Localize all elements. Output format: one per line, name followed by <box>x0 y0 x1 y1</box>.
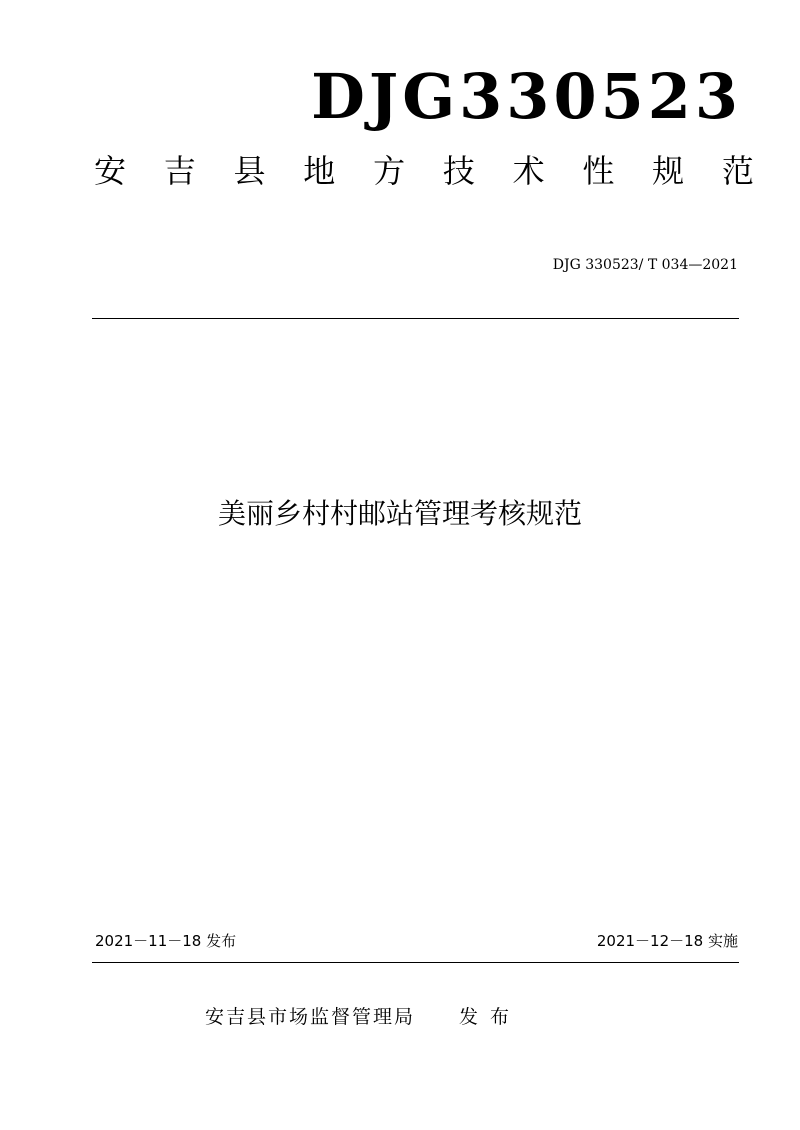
issuer-line <box>205 1008 521 1027</box>
issuing-authority: 安吉县市场监督管理局 <box>205 1006 416 1028</box>
spec-type-char: 技 <box>442 152 475 190</box>
top-divider <box>92 318 739 319</box>
standard-code-header: DJG330523 <box>311 60 742 133</box>
implementation-date: 2021－12－18 实施 <box>596 932 738 950</box>
spec-type-heading <box>94 152 754 190</box>
spec-type-char: 县 <box>233 152 266 190</box>
issue-date: 2021－11－18 发布 <box>95 932 237 950</box>
spec-type-char: 范 <box>721 152 754 190</box>
spec-type-char: 性 <box>582 152 615 190</box>
issue-label: 发布 <box>459 1006 522 1028</box>
spec-type-char: 规 <box>652 152 685 190</box>
spec-type-char: 吉 <box>163 152 196 190</box>
document-title: 美丽乡村村邮站管理考核规范 <box>217 497 582 530</box>
spec-type-char: 安 <box>94 152 127 190</box>
spec-type-char: 方 <box>373 152 406 190</box>
spec-type-char: 地 <box>303 152 336 190</box>
spec-type-char: 术 <box>512 152 545 190</box>
standard-number: DJG 330523/ T 034—2021 <box>552 257 738 273</box>
bottom-divider <box>92 962 739 963</box>
